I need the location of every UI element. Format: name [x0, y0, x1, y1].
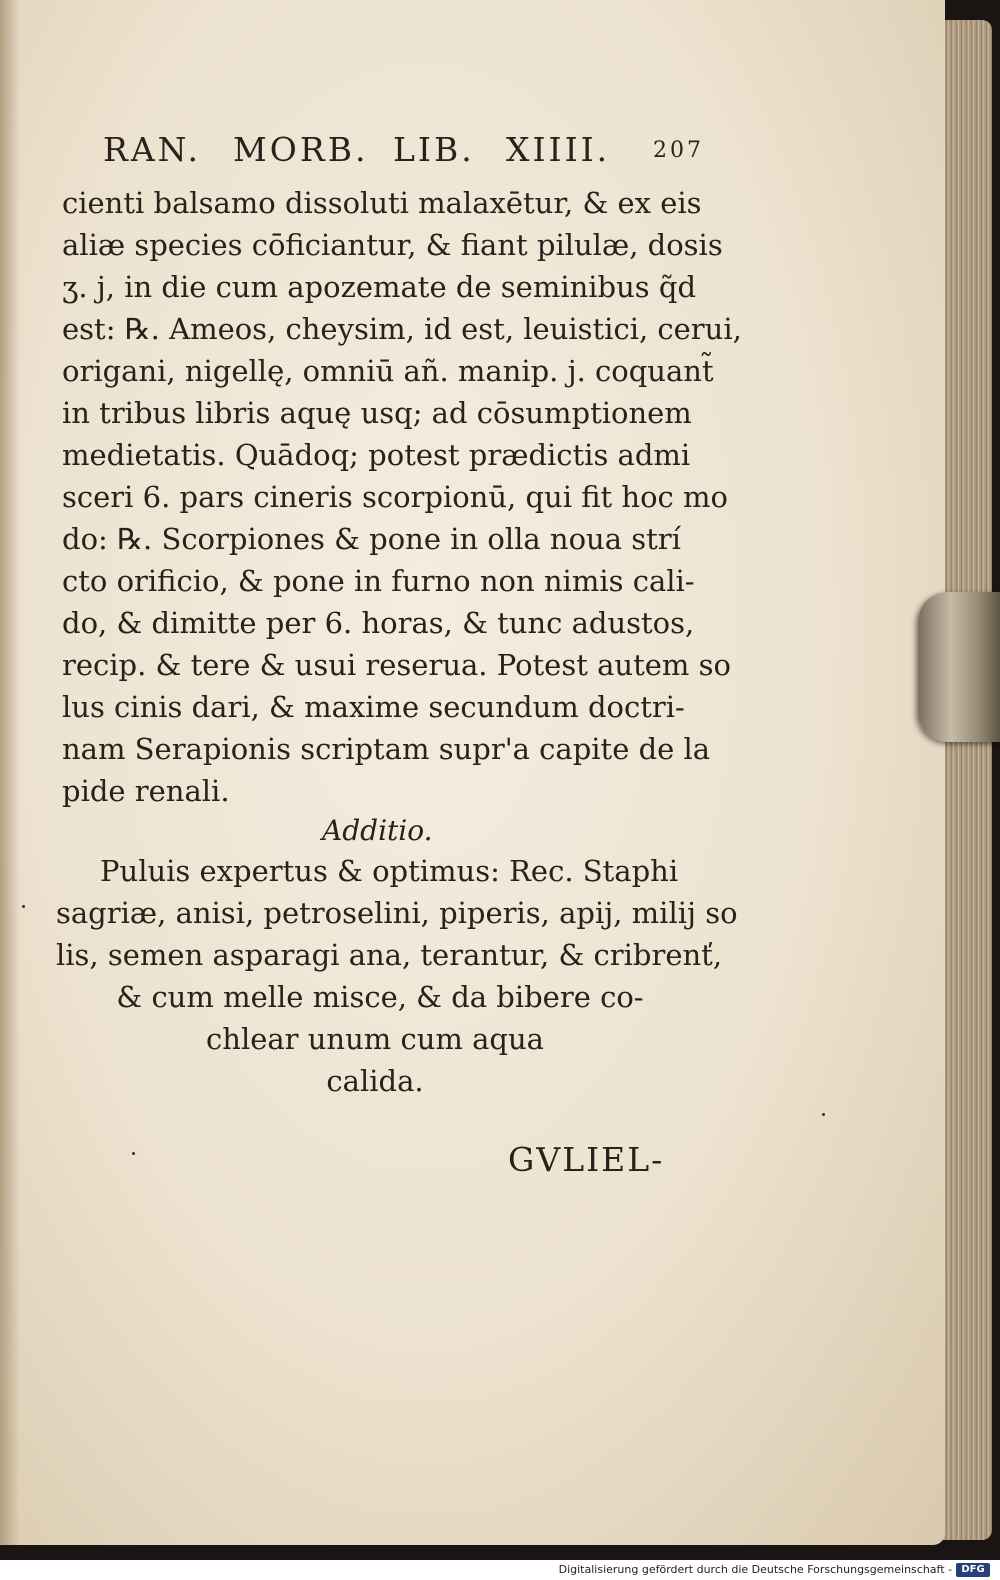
text-line: cienti balsamo dissoluti malaxētur, & ex eis [62, 186, 702, 220]
page-spine-shadow [0, 0, 20, 1545]
header-word-1: RAN. [103, 130, 201, 169]
text-line: lus cinis dari, & maxime secundum doctri- [62, 690, 685, 724]
text-line: sagriæ, anisi, petroselini, piperis, apij, milij so [56, 896, 738, 930]
text-line: recip. & tere & usui reserua. Potest autem so [62, 648, 731, 682]
ink-speck [22, 905, 25, 908]
text-line: in tribus libris aquę usq; ad cōsumptionem [62, 396, 692, 430]
header-word-4: XIIII. [506, 130, 611, 169]
footer-bar [0, 1560, 1000, 1580]
ink-speck [822, 1113, 825, 1116]
text-line: est: ℞. Ameos, cheysim, id est, leuistici, cerui, [62, 312, 742, 346]
text-line: lis, semen asparagi ana, terantur, & cribrenť, [56, 938, 723, 972]
header-word-3: LIB. [393, 130, 475, 169]
text-line: Puluis expertus & optimus: Rec. Staphi [100, 854, 679, 888]
text-line: calida. [326, 1064, 424, 1098]
text-line: ʒ. j, in die cum apozemate de seminibus q̃d [62, 270, 697, 304]
header-word-2: MORB. [233, 130, 369, 169]
catchword: GVLIEL- [508, 1140, 665, 1179]
text-line: do: ℞. Scorpiones & pone in olla noua strí [62, 522, 681, 556]
addition-heading: Additio. [322, 814, 433, 847]
page-number: 207 [653, 138, 704, 163]
text-line: aliæ species cōficiantur, & fiant pilulæ, dosis [62, 228, 723, 262]
book-clamp [918, 592, 1000, 742]
text-line: & cum melle misce, & da bibere co- [116, 980, 644, 1014]
funding-notice: Digitalisierung gefördert durch die Deutsche Forschungsgemeinschaft - [558, 1563, 952, 1576]
text-line: sceri 6. pars cineris scorpionū, qui fit hoc mo [62, 480, 728, 514]
text-line: do, & dimitte per 6. horas, & tunc adustos, [62, 606, 695, 640]
text-line: cto orificio, & pone in furno non nimis cali- [62, 564, 695, 598]
text-line: chlear unum cum aqua [206, 1022, 544, 1056]
dfg-logo: DFG [956, 1563, 990, 1577]
text-line: origani, nigellę, omniū añ. manip. j. coquant̃ [62, 354, 714, 388]
text-line: pide renali. [62, 774, 230, 808]
ink-speck [132, 1152, 135, 1155]
text-line: medietatis. Quādoq; potest prædictis admi [62, 438, 691, 472]
text-line: nam Serapionis scriptam supr'a capite de la [62, 732, 711, 766]
